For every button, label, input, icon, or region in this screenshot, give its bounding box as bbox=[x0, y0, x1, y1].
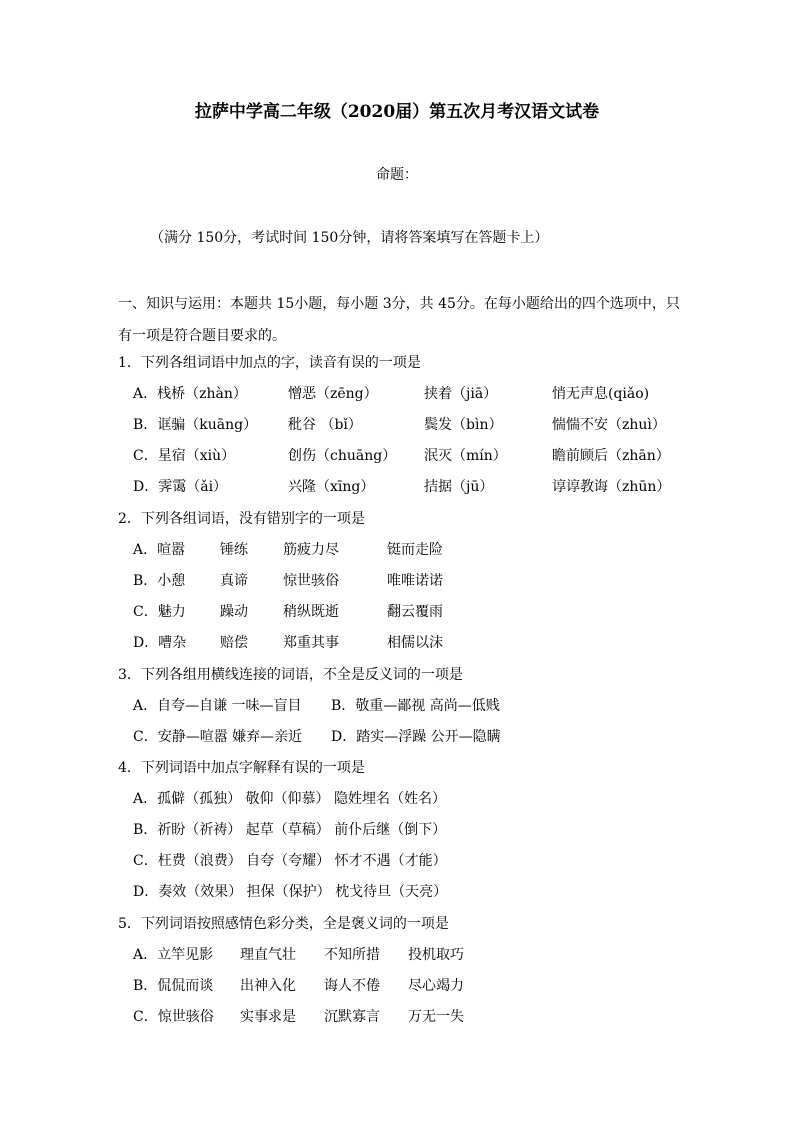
option-text: 躁动 bbox=[220, 604, 248, 620]
option-text: 翻云覆雨 bbox=[387, 604, 443, 620]
option-row bbox=[133, 384, 733, 404]
option-text: 鬓发（bìn） bbox=[424, 417, 503, 433]
option-row bbox=[133, 415, 733, 435]
option-row bbox=[133, 727, 733, 747]
option-text: 万无一失 bbox=[408, 1009, 464, 1025]
option-text: 悄无声息(qiǎo) bbox=[552, 386, 650, 402]
option-text: 秕谷 （bǐ） bbox=[288, 417, 362, 433]
question-stem: 1．下列各组词语中加点的字，读音有误的一项是 bbox=[118, 355, 421, 371]
option-text: 筋疲力尽 bbox=[283, 542, 339, 558]
option-text: D．嘈杂 bbox=[133, 635, 187, 651]
option-text: 锤练 bbox=[220, 542, 248, 558]
option-row bbox=[133, 882, 733, 902]
option-row bbox=[133, 477, 733, 497]
option-text: B．祈盼（祈祷） 起草（草稿） 前仆后继（倒下） bbox=[133, 822, 447, 838]
question-stem: 2．下列各组词语，没有错别字的一项是 bbox=[118, 511, 365, 527]
option-row bbox=[133, 789, 733, 809]
option-text: 理直气壮 bbox=[240, 947, 296, 963]
option-text: 惴惴不安（zhuì） bbox=[552, 417, 666, 433]
option-text: 瞻前顾后（zhān） bbox=[552, 448, 670, 464]
option-text: 相儒以沫 bbox=[387, 635, 443, 651]
option-text: 憎恶（zēng） bbox=[288, 386, 378, 402]
option-text: A．孤僻（孤独） 敬仰（仰慕） 隐姓埋名（姓名） bbox=[133, 791, 447, 807]
option-row bbox=[133, 540, 733, 560]
option-row bbox=[133, 633, 733, 653]
option-text: A．立竿见影 bbox=[133, 947, 214, 963]
exam-title: 拉萨中学高二年级（2020届）第五次月考汉语文试卷 bbox=[194, 102, 600, 122]
option-text: A．喧嚣 bbox=[133, 542, 186, 558]
option-text: A．栈桥（zhàn） bbox=[133, 386, 247, 402]
option-text: A．自夸—自谦 一味—盲目 bbox=[133, 698, 302, 714]
option-text: 拮据（jū） bbox=[424, 479, 494, 495]
section-heading: 一、知识与运用：本题共 15小题，每小题 3分，共 45分。在每小题给出的四个选项中，只有一项是符合题目要求的。 bbox=[118, 296, 680, 344]
option-row bbox=[133, 1007, 733, 1027]
option-row bbox=[133, 945, 733, 965]
option-text: B．诓骗（kuāng） bbox=[133, 417, 258, 433]
option-text: 兴隆（xīng） bbox=[288, 479, 375, 495]
option-text: 挟着（jiā） bbox=[424, 386, 498, 402]
option-text: 赔偿 bbox=[220, 635, 248, 651]
option-text: 投机取巧 bbox=[408, 947, 464, 963]
option-row bbox=[133, 820, 733, 840]
option-text: 出神入化 bbox=[240, 978, 296, 994]
option-text: 郑重其事 bbox=[283, 635, 339, 651]
option-row bbox=[133, 602, 733, 622]
question-stem: 5．下列词语按照感情色彩分类，全是褒义词的一项是 bbox=[118, 916, 449, 932]
option-text: D．霁霭（ǎi） bbox=[133, 479, 228, 495]
option-text: 实事求是 bbox=[240, 1009, 296, 1025]
option-text: B．敬重—鄙视 高尚—低贱 bbox=[331, 698, 500, 714]
option-row bbox=[133, 976, 733, 996]
option-text: 不知所措 bbox=[324, 947, 380, 963]
option-text: 真谛 bbox=[220, 573, 248, 589]
option-text: C．安静—喧嚣 嫌弃—亲近 bbox=[133, 729, 303, 745]
option-text: 唯唯诺诺 bbox=[387, 573, 443, 589]
option-text: 创伤（chuāng） bbox=[288, 448, 397, 464]
author-line: 命题： bbox=[376, 167, 418, 183]
option-text: 铤而走险 bbox=[387, 542, 443, 558]
option-text: C．惊世骇俗 bbox=[133, 1009, 214, 1025]
option-text: C．枉费（浪费） 自夸（夸耀） 怀才不遇（才能） bbox=[133, 853, 447, 869]
option-row bbox=[133, 571, 733, 591]
score-time-note: （满分 150分，考试时间 150分钟，请将答案填写在答题卡上） bbox=[150, 230, 549, 246]
option-text: B．侃侃而谈 bbox=[133, 978, 214, 994]
option-text: 尽心竭力 bbox=[408, 978, 464, 994]
option-text: 诲人不倦 bbox=[324, 978, 380, 994]
option-text: D．奏效（效果） 担保（保护） 枕戈待旦（天亮） bbox=[133, 884, 448, 900]
question-stem: 3．下列各组用横线连接的词语，不全是反义词的一项是 bbox=[118, 667, 463, 683]
option-row bbox=[133, 446, 733, 466]
option-text: D．踏实—浮躁 公开—隐瞒 bbox=[331, 729, 501, 745]
option-text: 稍纵既逝 bbox=[283, 604, 339, 620]
option-row bbox=[133, 851, 733, 871]
option-text: 惊世骇俗 bbox=[283, 573, 339, 589]
option-text: C．魅力 bbox=[133, 604, 186, 620]
option-text: C．星宿（xiù） bbox=[133, 448, 236, 464]
option-text: 谆谆教诲（zhūn） bbox=[552, 479, 671, 495]
option-text: B．小憩 bbox=[133, 573, 186, 589]
question-stem: 4．下列词语中加点字解释有误的一项是 bbox=[118, 760, 365, 776]
option-row bbox=[133, 696, 733, 716]
option-text: 沉默寡言 bbox=[324, 1009, 380, 1025]
option-text: 泯灭（mín） bbox=[424, 448, 507, 464]
